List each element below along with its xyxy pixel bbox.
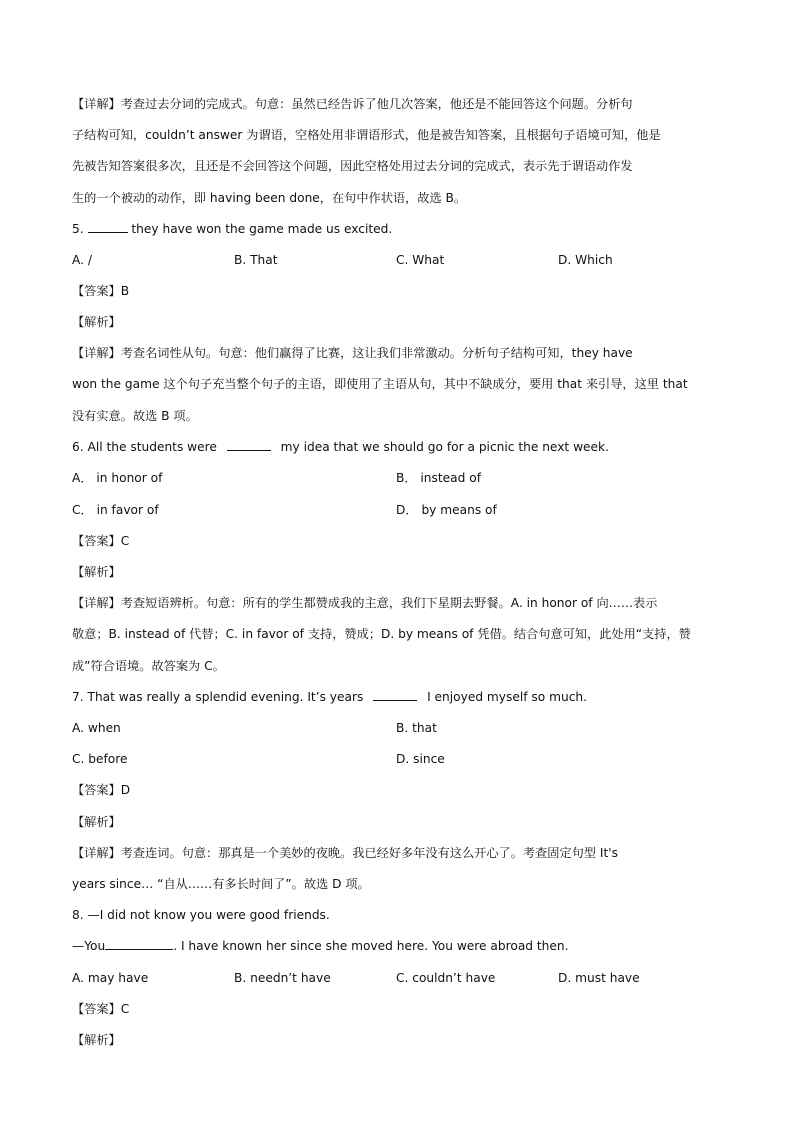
question-8-option-c: C. couldn’t have bbox=[396, 971, 496, 985]
question-7-answer: 【答案】D bbox=[72, 783, 131, 797]
question-5-number: 5. bbox=[72, 222, 84, 236]
question-6-explanation-line-2: 敬意；B. instead of 代替；C. in favor of 支持，赞成；D. by means of 凭借。结合句意可知，此处用“支持，赞 bbox=[72, 627, 691, 641]
question-6-stem bbox=[72, 439, 724, 455]
question-5-option-d: D. Which bbox=[558, 253, 613, 267]
answer-blank bbox=[105, 938, 173, 950]
question-7-option-b: B. that bbox=[396, 721, 437, 735]
question-6-answer: 【答案】C bbox=[72, 534, 130, 548]
q4-explanation-line-3: 先被告知答案很多次，且还是不会回答这个问题，因此空格处用过去分词的完成式，表示先于谓语动作发 bbox=[72, 159, 633, 173]
question-7-option-c: C. before bbox=[72, 752, 128, 766]
question-5-answer: 【答案】B bbox=[72, 284, 130, 298]
question-7-explanation-line-1: 【详解】考查连词。句意：那真是一个美妙的夜晚。我已经好多年没有这么开心了。考查固定句型 It's bbox=[72, 846, 619, 860]
question-6-option-d: D． by means of bbox=[396, 503, 497, 517]
question-7-text-before: 7. That was really a splendid evening. It’s years bbox=[72, 690, 368, 704]
question-8-answer: 【答案】C bbox=[72, 1002, 130, 1016]
answer-blank bbox=[373, 689, 417, 701]
question-6-text-before: 6. All the students were bbox=[72, 440, 221, 454]
question-7-option-d: D. since bbox=[396, 752, 445, 766]
q4-explanation-line-2: 子结构可知，couldn’t answer 为谓语，空格处用非谓语形式，他是被告知答案，且根据句子语境可知，他是 bbox=[72, 128, 661, 142]
answer-blank bbox=[88, 221, 128, 233]
question-6-explanation-line-3: 成”符合语境。故答案为 C。 bbox=[72, 659, 225, 673]
question-5-explanation-line-1: 【详解】考查名词性从句。句意：他们赢得了比赛，这让我们非常激动。分析句子结构可知，they have bbox=[72, 346, 633, 360]
q4-explanation-line-1: 【详解】考查过去分词的完成式。句意：虽然已经告诉了他几次答案，他还是不能回答这个问题。分析句 bbox=[72, 97, 633, 111]
question-8-text-before: —You bbox=[72, 939, 106, 953]
question-6-option-a: A． in honor of bbox=[72, 471, 163, 485]
question-5-analysis-heading: 【解析】 bbox=[72, 315, 121, 329]
question-8-text-after: . I have known her since she moved here. You were abroad then. bbox=[173, 939, 569, 953]
question-7-explanation-line-2: years since… “自从……有多长时间了”。故选 D 项。 bbox=[72, 877, 370, 891]
answer-blank bbox=[227, 439, 271, 451]
question-6-analysis-heading: 【解析】 bbox=[72, 565, 121, 579]
question-7-option-a: A. when bbox=[72, 721, 121, 735]
question-8-line-2 bbox=[72, 938, 724, 954]
question-8-option-d: D. must have bbox=[558, 971, 640, 985]
question-7-analysis-heading: 【解析】 bbox=[72, 815, 121, 829]
question-5-stem bbox=[72, 221, 724, 237]
question-8-option-a: A. may have bbox=[72, 971, 149, 985]
question-6-option-b: B． instead of bbox=[396, 471, 481, 485]
question-5-explanation-line-3: 没有实意。故选 B 项。 bbox=[72, 409, 198, 423]
question-6-text-after: my idea that we should go for a picnic the next week. bbox=[276, 440, 609, 454]
question-5-text: they have won the game made us excited. bbox=[127, 222, 393, 236]
question-6-explanation-line-1: 【详解】考查短语辨析。句意：所有的学生都赞成我的主意，我们下星期去野餐。A. in honor of 向……表示 bbox=[72, 596, 658, 610]
question-7-text-after: I enjoyed myself so much. bbox=[423, 690, 587, 704]
question-5-option-b: B. That bbox=[234, 253, 278, 267]
question-8-analysis-heading: 【解析】 bbox=[72, 1033, 121, 1047]
question-7-stem bbox=[72, 689, 724, 705]
question-6-option-c: C． in favor of bbox=[72, 503, 159, 517]
question-5-option-c: C. What bbox=[396, 253, 445, 267]
q4-explanation-line-4: 生的一个被动的动作，即 having been done，在句中作状语，故选 B。 bbox=[72, 191, 467, 205]
question-5-option-a: A. / bbox=[72, 253, 92, 267]
question-8-option-b: B. needn’t have bbox=[234, 971, 331, 985]
question-5-explanation-line-2: won the game 这个句子充当整个句子的主语，即使用了主语从句，其中不缺成分，要用 that 来引导，这里 that bbox=[72, 377, 688, 391]
question-8-line-1: 8. —I did not know you were good friends. bbox=[72, 908, 330, 922]
